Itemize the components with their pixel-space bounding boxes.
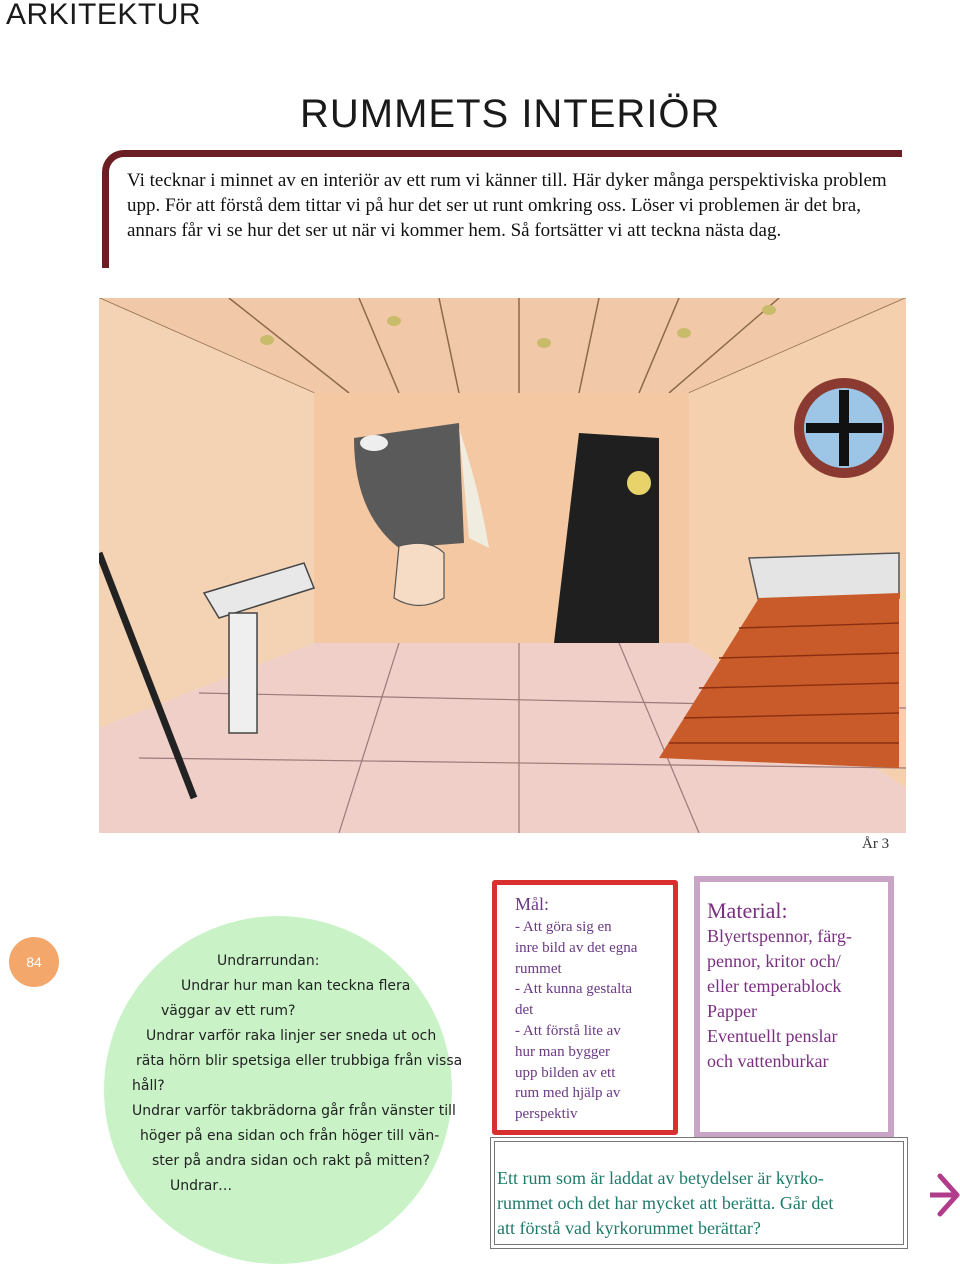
wonder-circle xyxy=(104,916,463,1264)
material-line: Eventuellt penslar xyxy=(707,1026,838,1046)
wonder-line: Undrar varför takbrädorna går från vänster till xyxy=(132,1103,456,1119)
wonder-line: höger på ena sidan och från höger till vän- xyxy=(140,1128,440,1144)
wonder-line: Undrar… xyxy=(170,1178,233,1194)
goal-line: - Att förstå lite av xyxy=(515,1022,621,1039)
goal-line: det xyxy=(515,1002,534,1019)
wonder-heading: Undrarrundan: xyxy=(217,953,320,969)
page-number-badge: 84 xyxy=(9,937,59,987)
section-label: ARKITEKTUR xyxy=(6,0,202,31)
goal-line: inre bild av det egna xyxy=(515,939,638,956)
materials-title: Material: xyxy=(707,898,788,923)
material-line: och vattenburkar xyxy=(707,1051,829,1071)
material-line: Blyertspennor, färg- xyxy=(707,926,852,946)
child-drawing-room-interior xyxy=(99,298,906,833)
goal-line: hur man bygger xyxy=(515,1043,610,1060)
material-line: pennor, kritor och/ xyxy=(707,951,841,971)
image-caption: År 3 xyxy=(862,836,890,852)
material-line: Papper xyxy=(707,1001,757,1021)
arrow-right-icon[interactable] xyxy=(930,1170,960,1220)
church-text-box xyxy=(494,1141,904,1245)
church-line: att förstå vad kyrkorummet berättar? xyxy=(497,1218,761,1238)
goal-line: rum med hjälp av xyxy=(515,1085,621,1102)
goal-line: - Att göra sig en xyxy=(515,919,612,935)
goal-line: perspektiv xyxy=(515,1106,578,1123)
page-title: RUMMETS INTERIÖR xyxy=(300,92,721,136)
wonder-line: räta hörn blir spetsiga eller trubbiga från vissa xyxy=(136,1053,463,1069)
goals-box xyxy=(492,880,678,1135)
materials-box xyxy=(694,876,894,1138)
church-line: Ett rum som är laddat av betydelser är kyrko- xyxy=(497,1168,824,1188)
wonder-line: Undrar hur man kan teckna flera xyxy=(181,978,411,994)
goal-line: rummet xyxy=(515,960,562,977)
wonder-line: Undrar varför raka linjer ser sneda ut och xyxy=(146,1028,437,1044)
material-line: eller temperablock xyxy=(707,976,842,996)
wonder-line: håll? xyxy=(132,1078,165,1094)
goal-line: upp bilden av ett xyxy=(515,1064,616,1081)
church-line: rummet och det har mycket att berätta. Går det xyxy=(497,1193,834,1213)
goal-line: - Att kunna gestalta xyxy=(515,981,633,998)
wonder-line: ster på andra sidan och rakt på mitten? xyxy=(152,1153,430,1169)
intro-paragraph: Vi tecknar i minnet av en interiör av ett rum vi känner till. Här dyker många perspektiviska problem upp. För att förstå dem tittar vi på hur det ser ut runt omkring oss. Löser vi problemen är det bra, annars får vi se hur det ser ut när vi kommer hem. Så fortsätter vi att teckna nästa dag. xyxy=(127,170,887,241)
wonder-line: väggar av ett rum? xyxy=(161,1003,296,1019)
goals-title: Mål: xyxy=(515,894,549,914)
